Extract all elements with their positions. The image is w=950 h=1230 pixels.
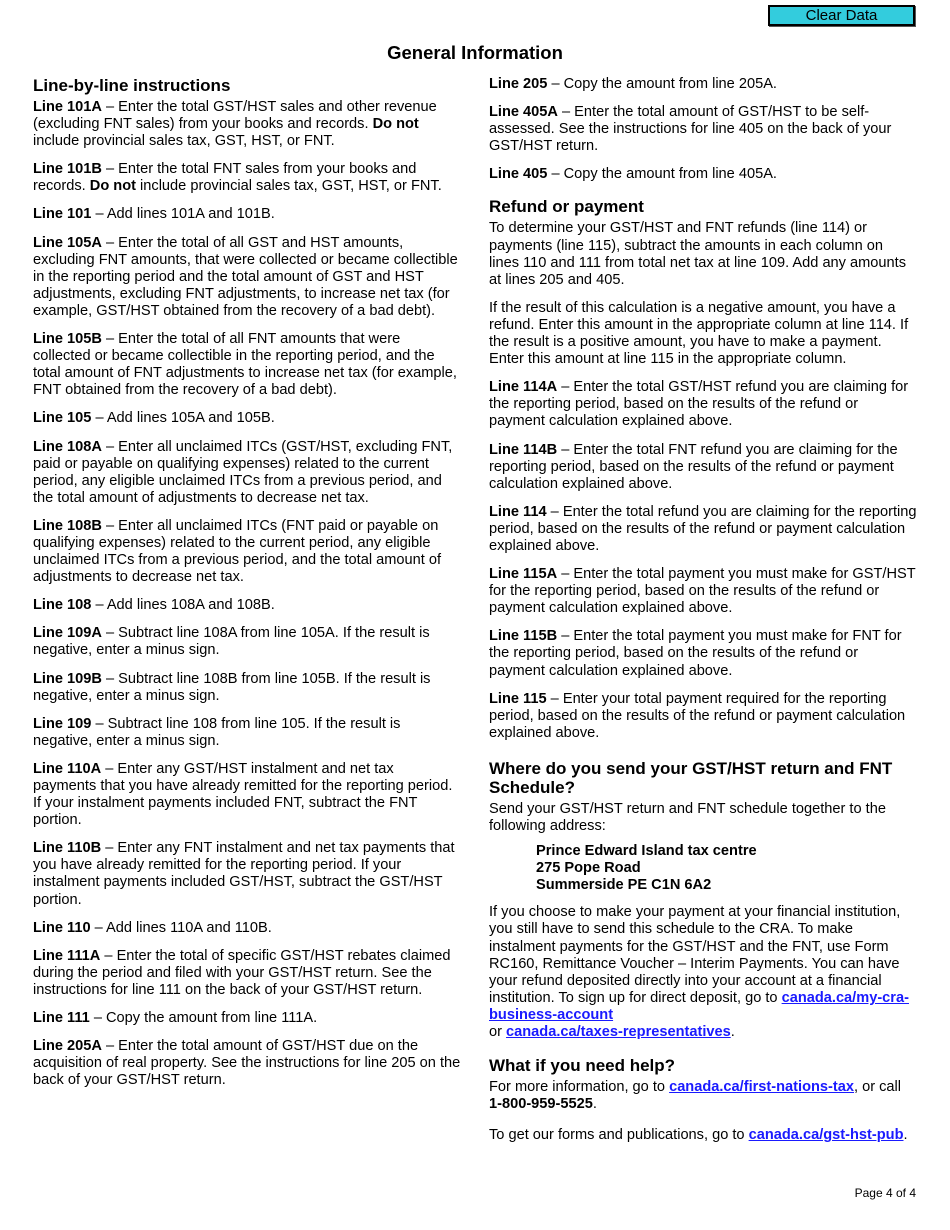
line-label: Line 101	[33, 206, 92, 223]
address-line: Summerside PE C1N 6A2	[536, 877, 712, 894]
line-label: Line 109B	[33, 670, 102, 687]
line-label: Line 114B	[489, 441, 558, 458]
line-instruction: Line 110 – Add lines 110A and 110B.	[33, 919, 272, 936]
address-line: 275 Pope Road	[536, 860, 641, 877]
line-instruction: Line 101 – Add lines 101A and 101B.	[33, 206, 275, 223]
line-instruction: Line 105A – Enter the total of all GST and HST amounts, excluding FNT amounts, that were collected or became collectible in the reporting period and the total amount of GST and HST adjustments, excluding FNT adjustments, to increase net tax (for example, GST/HST obtained from the recovery of a bad debt).	[33, 234, 458, 319]
line-instruction: Line 108 – Add lines 108A and 108B.	[33, 597, 275, 614]
line-label: Line 110B	[33, 840, 102, 857]
refund-heading: Refund or payment	[489, 197, 644, 217]
line-label: Line 110A	[33, 760, 102, 777]
line-label: Line 105B	[33, 331, 102, 348]
line-label: Line 109A	[33, 625, 102, 642]
taxes-representatives-link[interactable]: canada.ca/taxes-representatives	[506, 1024, 731, 1041]
line-instruction: Line 109 – Subtract line 108 from line 105. If the result is negative, enter a minus sign.	[33, 715, 401, 749]
first-nations-tax-link[interactable]: canada.ca/first-nations-tax	[669, 1079, 854, 1096]
line-instruction: Line 111A – Enter the total of specific GST/HST rebates claimed during the period and filed with your GST/HST return. See the instructions for line 111 on the back of your GST/HST return.	[33, 947, 451, 998]
left-column	[33, 76, 461, 1100]
gst-hst-pub-link[interactable]: canada.ca/gst-hst-pub	[748, 1127, 904, 1144]
line-label: Line 109	[33, 715, 92, 732]
line-label: Line 101A	[33, 99, 102, 115]
line-label: Line 115B	[489, 628, 558, 645]
line-instruction: Line 110A – Enter any GST/HST instalment and net tax payments that you have already remitted for the reporting period. If your instalment payments included FNT, subtract the FNT portion.	[33, 760, 453, 829]
line-instruction: Line 111 – Copy the amount from line 111A.	[33, 1010, 318, 1027]
line-label: Line 110	[33, 919, 91, 936]
line-instruction: Line 101A – Enter the total GST/HST sales and other revenue (excluding FNT sales) from your books and records. Do not include provincial sales tax, GST, HST, or FNT.	[33, 99, 437, 150]
line-instruction: Line 101B – Enter the total FNT sales from your books and records. Do not include provincial sales tax, GST, HST, or FNT.	[33, 161, 442, 195]
line-instruction: Line 114 – Enter the total refund you are claiming for the reporting period, based on the results of the refund or payment calculation explained above.	[489, 503, 917, 554]
line-instruction: Line 115 – Enter your total payment required for the reporting period, based on the results of the refund or payment calculation explained above.	[489, 690, 906, 741]
line-instruction: Line 115B – Enter the total payment you must make for FNT for the reporting period, based on the results of the refund or payment calculation explained above.	[489, 628, 902, 679]
line-label: Line 108A	[33, 438, 102, 455]
line-label: Line 105A	[33, 234, 102, 251]
page-number: Page 4 of 4	[854, 1186, 916, 1200]
mailing-address	[536, 843, 917, 894]
refund-paragraph: If the result of this calculation is a negative amount, you have a refund. Enter this amount in the appropriate column at line 114. If the result is a positive amount, you have to make a payment. Enter this amount at line 115 in the appropriate column.	[489, 299, 909, 368]
line-instructions-heading: Line-by-line instructions	[33, 76, 231, 95]
line-instruction: Line 108A – Enter all unclaimed ITCs (GST/HST, excluding FNT, paid or payable on qualifying expenses) related to the current period, any eligible unclaimed ITCs from a previous period, and the total amount of adjustments to decrease net tax.	[33, 438, 453, 506]
line-instruction: Line 205 – Copy the amount from line 205A.	[489, 76, 777, 92]
line-instruction: Line 114A – Enter the total GST/HST refund you are claiming for the reporting period, based on the results of the refund or payment calculation explained above.	[489, 379, 909, 430]
line-instruction: Line 205A – Enter the total amount of GST/HST due on the acquisition of real property. See the instructions for line 205 on the back of your GST/HST return.	[33, 1038, 461, 1089]
line-label: Line 114	[489, 503, 547, 520]
forms-paragraph: To get our forms and publications, go to canada.ca/gst-hst-pub.	[489, 1127, 908, 1144]
line-label: Line 205	[489, 76, 548, 92]
line-label: Line 405A	[489, 104, 558, 121]
line-instruction: Line 105 – Add lines 105A and 105B.	[33, 410, 275, 427]
line-instruction: Line 114B – Enter the total FNT refund you are claiming for the reporting period, based on the results of the refund or payment calculation explained above.	[489, 441, 898, 492]
send-heading: Where do you send your GST/HST return and FNT Schedule?	[489, 758, 893, 797]
line-instruction: Line 405 – Copy the amount from line 405A.	[489, 166, 777, 183]
my-cra-business-account-link[interactable]: canada.ca/my-cra-business-account	[489, 989, 909, 1023]
line-label: Line 115A	[489, 566, 558, 583]
line-label: Line 114A	[489, 379, 558, 396]
address-line: Prince Edward Island tax centre	[536, 843, 757, 860]
payment-paragraph: If you choose to make your payment at your financial institution, you still have to send this schedule to the CRA. To make instalment payments for the GST/HST and the FNT, use Form RC160, Remittance Voucher – Interim Payments. You can have your refund deposited directly into your account at a financial institution. To sign up for direct deposit, go to canada.ca/my-cra-business-account or canada.ca/taxes-representatives.	[489, 904, 909, 1041]
line-label: Line 205A	[33, 1038, 102, 1055]
line-label: Line 405	[489, 166, 548, 183]
line-instruction: Line 405A – Enter the total amount of GST/HST to be self-assessed. See the instructions for line 405 on the back of your GST/HST return.	[489, 104, 892, 155]
refund-paragraph: To determine your GST/HST and FNT refunds (line 114) or payments (line 115), subtract the amounts in each column on lines 110 and 111 from total net tax at line 109. Add any amounts at lines 205 and 405.	[489, 220, 907, 288]
line-label: Line 111	[33, 1010, 90, 1027]
line-instructions-list-continued	[489, 76, 917, 183]
line-label: Line 115	[489, 690, 547, 707]
clear-data-button[interactable]: Clear Data	[768, 5, 915, 26]
line-instructions-list	[33, 99, 461, 1089]
send-paragraph: Send your GST/HST return and FNT schedule together to the following address:	[489, 800, 886, 834]
line-instruction: Line 108B – Enter all unclaimed ITCs (FNT paid or payable on qualifying expenses) related to the current period, any eligible unclaimed ITCs from a previous period, and the total amount of adjustments to decrease net tax.	[33, 517, 442, 586]
line-label: Line 108B	[33, 517, 102, 534]
refund-line-list	[489, 379, 917, 742]
line-label: Line 111A	[33, 947, 101, 964]
line-instruction: Line 109A – Subtract line 108A from line 105A. If the result is negative, enter a minus sign.	[33, 625, 430, 659]
line-instruction: Line 110B – Enter any FNT instalment and net tax payments that you have already remitted for the reporting period. If your instalment payments included GST/HST, subtract the GST/HST portion.	[33, 840, 455, 908]
line-label: Line 101B	[33, 161, 102, 178]
help-heading: What if you need help?	[489, 1056, 676, 1076]
line-label: Line 105	[33, 410, 92, 427]
line-instruction: Line 115A – Enter the total payment you must make for GST/HST for the reporting period, based on the results of the refund or payment calculation explained above.	[489, 566, 916, 617]
help-paragraph: For more information, go to canada.ca/first-nations-tax, or call 1-800-959-5525.	[489, 1079, 902, 1113]
line-instruction: Line 105B – Enter the total of all FNT amounts that were collected or became collectible in the reporting period, and the total amount of FNT adjustments to increase net tax (for example, FNT obtained from the recovery of a bad debt).	[33, 331, 457, 399]
right-column	[489, 76, 917, 1155]
phone-number: 1-800-959-5525	[489, 1096, 593, 1113]
page-title: General Information	[387, 42, 563, 63]
line-label: Line 108	[33, 597, 92, 614]
line-instruction: Line 109B – Subtract line 108B from line 105B. If the result is negative, enter a minus sign.	[33, 670, 431, 704]
